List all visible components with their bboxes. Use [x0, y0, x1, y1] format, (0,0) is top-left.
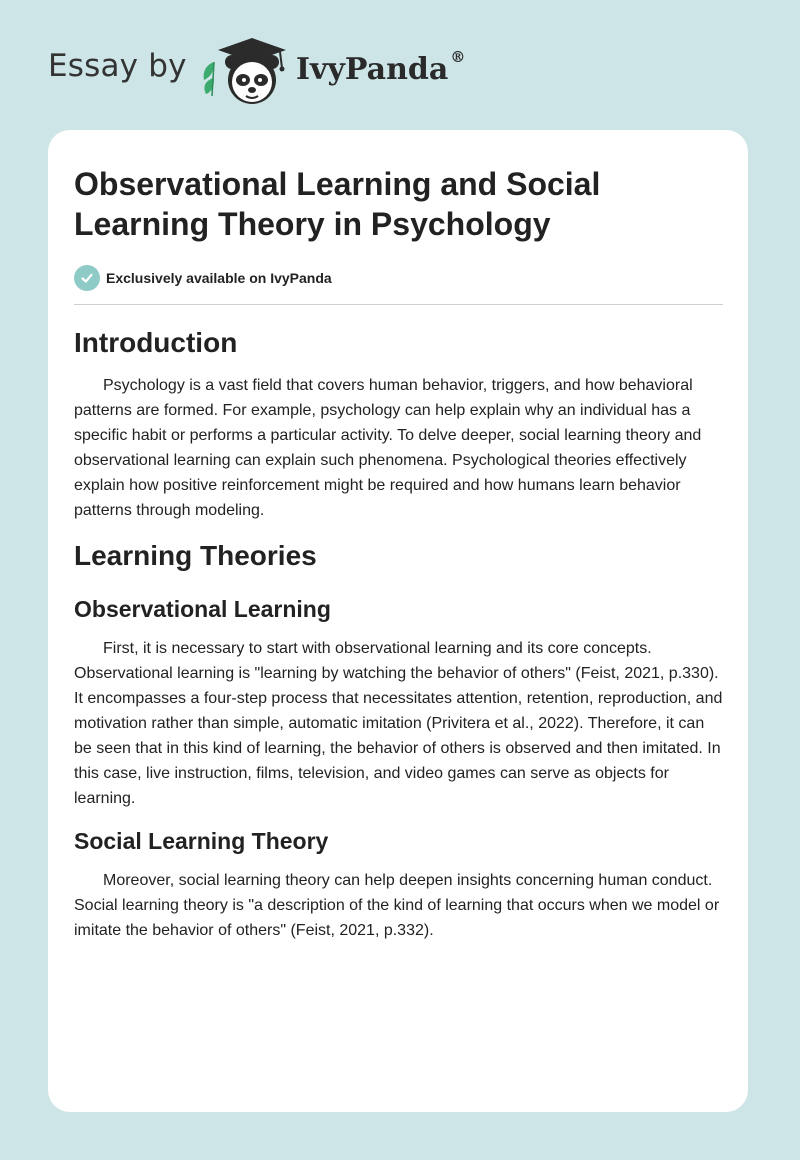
social-learning-theory-paragraph: Moreover, social learning theory can help deepen insights concerning human conduct. Social learning theory is "a description of the kind of learning that occurs when we model or imitate the behavior of others" (Feist, 2021, p.332). [74, 872, 720, 939]
essay-content [74, 164, 723, 943]
exclusive-badge-text: Exclusively available on IvyPanda [106, 270, 332, 286]
title-divider [74, 304, 723, 305]
ivypanda-wordmark[interactable]: IvyPanda ® [296, 48, 466, 87]
panda-graduate-logo-icon[interactable] [200, 36, 296, 110]
exclusive-badge [74, 264, 723, 292]
observational-learning-heading: Observational Learning [74, 596, 331, 622]
introduction-heading: Introduction [74, 327, 238, 358]
site-header [0, 0, 800, 130]
essay-by-label: Essay by [48, 48, 187, 84]
observational-learning-paragraph: First, it is necessary to start with observational learning and its core concepts. Observational learning is "learning by watching the behavior of others" (Feist, 2021, p.330). It encompasses a four-step process that necessitates attention, retention, reproduction, and motivation rather than simple, automatic imitation (Privitera et al., 2022). Therefore, it can be seen that in this kind of learning, the behavior of others is observed and then imitated. In this case, live instruction, films, television, and video games can serve as objects for learning. [74, 640, 723, 807]
learning-theories-heading: Learning Theories [74, 540, 317, 571]
introduction-paragraph: Psychology is a vast field that covers human behavior, triggers, and how behavioral patterns are formed. For example, psychology can help explain why an individual has a specific habit or performs a particular activity. To delve deeper, social learning theory and observational learning can explain such phenomena. Psychological theories effectively explain how positive reinforcement might be required and how humans learn behavior patterns through modeling. [74, 377, 702, 519]
essay-card [48, 130, 748, 1112]
social-learning-theory-heading: Social Learning Theory [74, 828, 329, 854]
check-icon [74, 265, 100, 291]
essay-title: Observational Learning and Social Learning Theory in Psychology [74, 166, 601, 242]
